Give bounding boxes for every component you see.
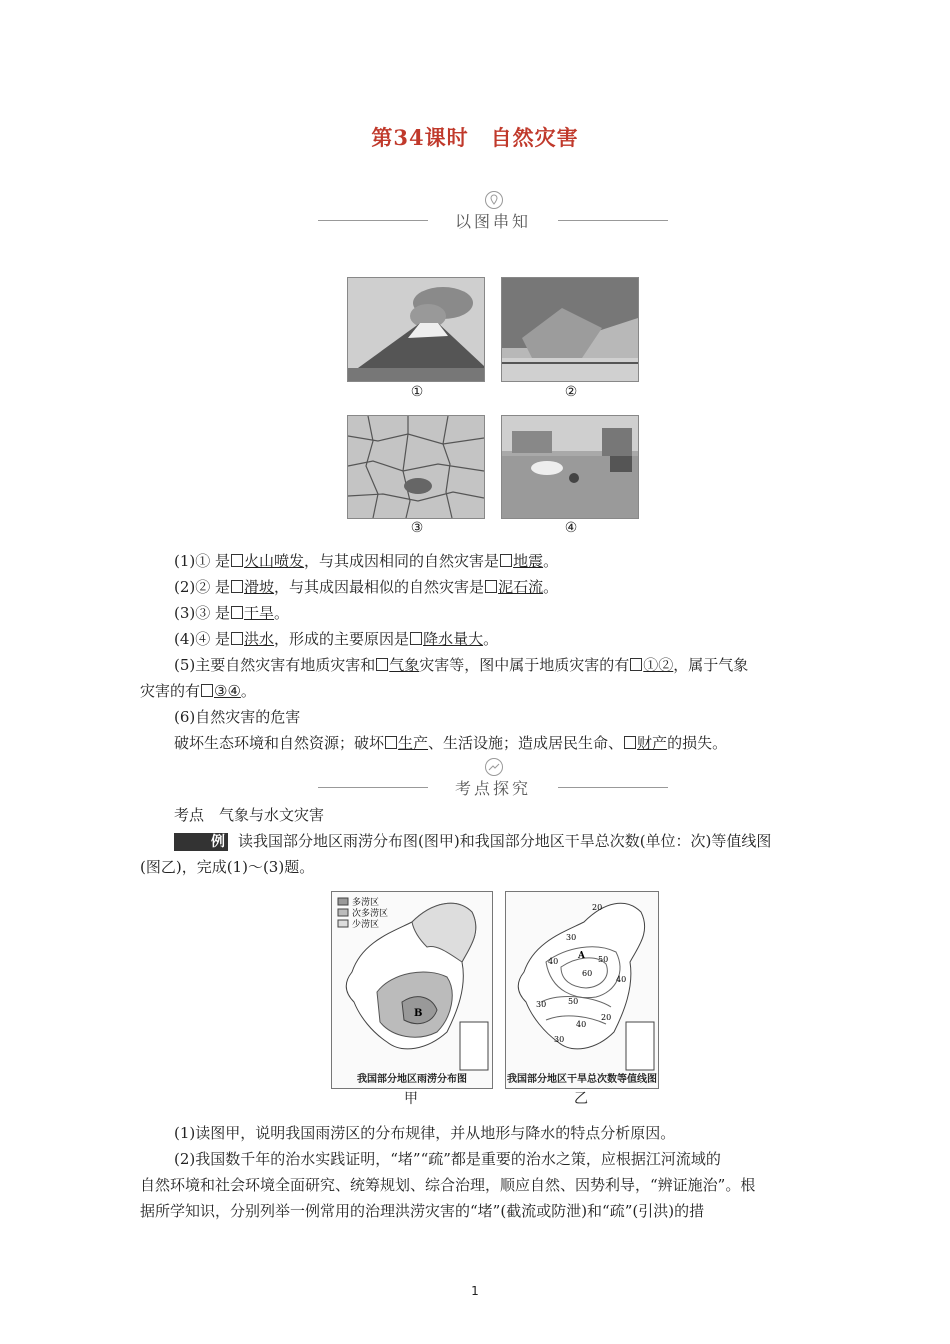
question-2: (2)② 是 滑坡，与其成因最相似的自然灾害是 泥石流。 bbox=[174, 578, 559, 596]
example-question-2: (2)我国数千年的治水实践证明，“堵”“疏”都是重要的治水之策，应根据江河流域的 自然环境和社会环境全面研究、统筹规划、综合治理，顺应自然、因势利导，“辨证施治”。根 据所学知识，分别列举一例常用的治理洪涝灾害的“堵”(截流或防泄)和“疏”(引洪)的措 bbox=[140, 1150, 756, 1220]
legend-item-2: 次多涝区 bbox=[352, 909, 389, 919]
label-a: A bbox=[578, 951, 585, 961]
page-title bbox=[0, 122, 950, 152]
map-title-right: 我国部分地区干旱总次数等值线图 bbox=[507, 1074, 657, 1085]
svg-text:20: 20 bbox=[601, 1013, 612, 1022]
trend-icon bbox=[485, 758, 503, 776]
section-title-2: 考点探究 bbox=[449, 779, 537, 798]
map-caption-left: 甲 bbox=[404, 1091, 418, 1107]
example-badge: 例 bbox=[174, 833, 228, 851]
photo-caption-4: ④ bbox=[564, 520, 578, 536]
svg-text:40: 40 bbox=[548, 957, 559, 966]
photo-volcano bbox=[347, 277, 485, 382]
section-title: 以图串知 bbox=[449, 212, 537, 231]
example-text: 例 读我国部分地区雨涝分布图(图甲)和我国部分地区干旱总次数(单位：次)等值线图 (图乙)，完成(1)～(3)题。 bbox=[140, 832, 772, 876]
question-6: (6)自然灾害的危害 bbox=[174, 708, 301, 726]
lesson-topic: 自然灾害 bbox=[490, 125, 579, 150]
svg-text:30: 30 bbox=[554, 1035, 565, 1044]
question-3: (3)③ 是 干旱。 bbox=[174, 604, 290, 622]
svg-text:60: 60 bbox=[582, 969, 593, 978]
svg-text:40: 40 bbox=[576, 1020, 587, 1029]
question-6-detail: 破坏生态环境和自然资源；破坏 生产、生活设施；造成居民生命、 财产的损失。 bbox=[174, 734, 728, 752]
photo-flood bbox=[501, 415, 639, 519]
question-1: (1)① 是 火山喷发，与其成因相同的自然灾害是 地震。 bbox=[174, 552, 559, 570]
legend-item-3: 少涝区 bbox=[352, 920, 380, 930]
photo-landslide bbox=[501, 277, 639, 382]
photo-caption-1: ① bbox=[410, 384, 424, 400]
photo-drought bbox=[347, 415, 485, 519]
svg-text:30: 30 bbox=[536, 1000, 547, 1009]
photo-caption-3: ③ bbox=[410, 520, 424, 536]
example-question-1: (1)读图甲，说明我国雨涝区的分布规律，并从地形与降水的特点分析原因。 bbox=[174, 1124, 676, 1142]
svg-text:50: 50 bbox=[568, 997, 579, 1006]
page-number: 1 bbox=[471, 1284, 479, 1298]
map-caption-right: 乙 bbox=[574, 1091, 588, 1107]
map-title-left: 我国部分地区雨涝分布图 bbox=[357, 1074, 467, 1085]
legend-item-1: 多涝区 bbox=[352, 898, 380, 908]
svg-text:50: 50 bbox=[598, 955, 609, 964]
location-pin-icon bbox=[485, 191, 503, 209]
section-header-kaodian bbox=[318, 770, 668, 800]
svg-text:40: 40 bbox=[616, 975, 627, 984]
lesson-number: 第34课时 bbox=[371, 125, 469, 150]
kaodian-heading: 考点 气象与水文灾害 bbox=[174, 806, 325, 824]
svg-text:30: 30 bbox=[566, 933, 577, 942]
svg-text:20: 20 bbox=[592, 903, 603, 912]
map-rain-flood bbox=[331, 891, 493, 1089]
label-b: B bbox=[414, 1008, 423, 1019]
section-header-yitu bbox=[318, 203, 668, 233]
map-drought-contour bbox=[505, 891, 659, 1089]
photo-caption-2: ② bbox=[564, 384, 578, 400]
question-4: (4)④ 是 洪水，形成的主要原因是 降水量大。 bbox=[174, 630, 499, 648]
question-5: (5)主要自然灾害有地质灾害和 气象灾害等，图中属于地质灾害的有 ①②，属于气象 灾害的有 ③④。 bbox=[140, 656, 749, 700]
